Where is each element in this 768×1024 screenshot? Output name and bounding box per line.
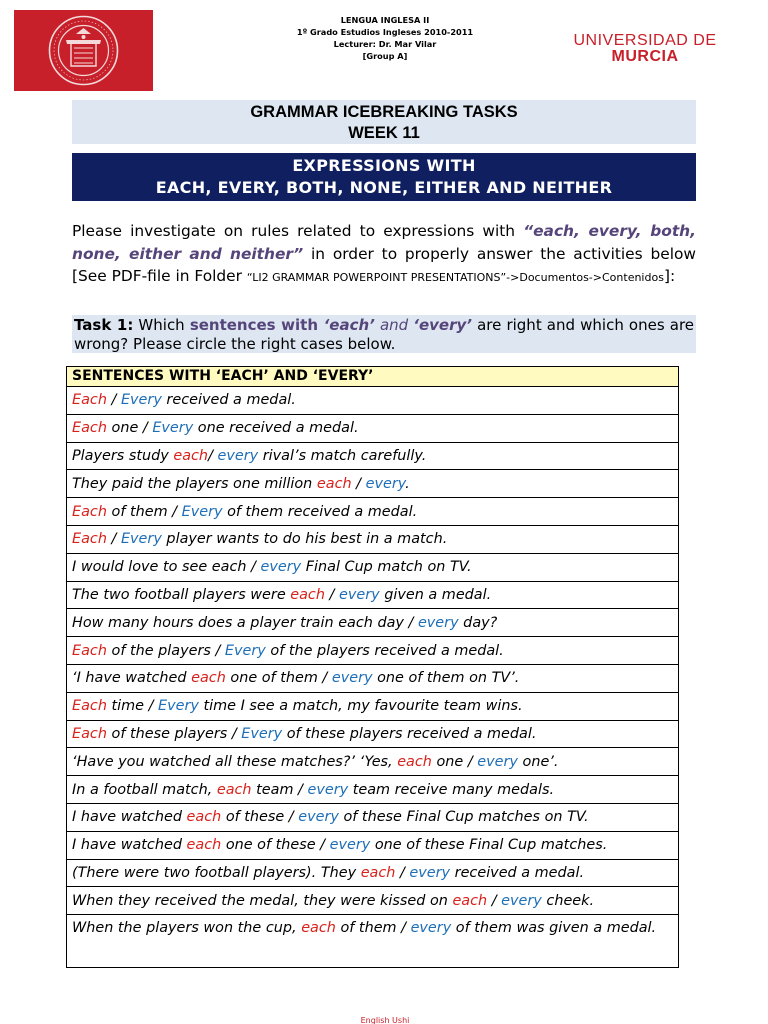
option-every[interactable]: every: [331, 670, 373, 687]
sentence-text: player wants to do his best in a match.: [161, 531, 448, 548]
option-every[interactable]: every: [410, 920, 452, 937]
table-row: [67, 720, 679, 748]
sentence-text: cheek.: [541, 892, 595, 909]
option-each[interactable]: Each: [72, 642, 107, 659]
sentence-cell[interactable]: [67, 803, 679, 831]
intro-text-2: in order to properly answer the activities below [See PDF-file in Folder: [72, 244, 696, 285]
sentence-text: team receive many medals.: [348, 781, 555, 798]
task-text-1: Which: [133, 316, 190, 334]
option-every[interactable]: every: [260, 559, 302, 576]
topic-line1: EXPRESSIONS WITH: [292, 156, 476, 175]
table-row: [67, 692, 679, 720]
table-row: [67, 859, 679, 887]
sentence-text: The two football players were: [72, 586, 291, 603]
sentence-text: /: [106, 392, 121, 409]
option-every[interactable]: Every: [120, 531, 162, 548]
option-every[interactable]: every: [307, 781, 349, 798]
sentence-text: How many hours does a player train each day /: [72, 614, 418, 631]
sentence-text: When they received the medal, they were kissed on: [72, 892, 453, 909]
table-row: [67, 831, 679, 859]
sentence-text: received a medal.: [450, 864, 585, 881]
university-name-line2: MURCIA: [611, 48, 679, 65]
sentence-cell[interactable]: [67, 498, 679, 526]
table-row: [67, 387, 679, 415]
task-1-prompt: [72, 315, 696, 353]
table-row: [67, 776, 679, 804]
sentence-text: /: [208, 447, 218, 464]
sentence-text: Final Cup match on TV.: [301, 559, 472, 576]
sentence-text: of them /: [106, 503, 182, 520]
intro-text-1: Please investigate on rules related to expressions with: [72, 222, 524, 240]
title-line2: WEEK 11: [348, 124, 420, 142]
sentence-cell[interactable]: [67, 748, 679, 776]
sentence-text: of them /: [335, 920, 411, 937]
table-row: [67, 637, 679, 665]
sentence-text: /: [395, 864, 410, 881]
sentence-text: of the players /: [106, 642, 225, 659]
option-every[interactable]: Every: [224, 642, 266, 659]
table-row: [67, 803, 679, 831]
sentence-text: time I see a match, my favourite team wins.: [198, 698, 523, 715]
sentence-cell[interactable]: [67, 414, 679, 442]
sentence-text: .: [405, 475, 410, 492]
sentence-text: of these players /: [106, 725, 242, 742]
table-row: [67, 748, 679, 776]
course-name: LENGUA INGLESA II: [340, 15, 430, 25]
option-every[interactable]: every: [477, 753, 518, 770]
sentence-cell[interactable]: [67, 553, 679, 581]
option-each[interactable]: Each: [72, 503, 107, 520]
sentence-cell[interactable]: [67, 525, 679, 553]
table-row: [67, 664, 679, 692]
sentence-text: I have watched: [72, 837, 187, 854]
table-row: [67, 581, 679, 609]
table-row: [67, 470, 679, 498]
option-each[interactable]: Each: [72, 725, 107, 742]
option-each[interactable]: Each: [72, 531, 107, 548]
intro-highlight: “each, every, both, none, either and neither”: [72, 222, 696, 263]
sentence-text: /: [324, 586, 339, 603]
sentence-text: one received a medal.: [193, 420, 359, 437]
table-row: [67, 609, 679, 637]
sentence-cell[interactable]: [67, 637, 679, 665]
option-every[interactable]: Every: [152, 420, 194, 437]
sentence-text: Players study: [72, 447, 174, 464]
option-each[interactable]: each: [216, 781, 252, 798]
option-every[interactable]: every: [365, 475, 406, 492]
table-row: [67, 553, 679, 581]
sentence-text: time /: [106, 698, 159, 715]
option-each[interactable]: each: [191, 670, 226, 687]
sentence-text: of these players received a medal.: [282, 725, 537, 742]
sentence-text: one of these /: [221, 837, 330, 854]
sentence-cell[interactable]: [67, 887, 679, 915]
task-highlight-1: sentences with: [189, 316, 324, 334]
option-every[interactable]: Every: [181, 503, 223, 520]
sentences-table: [66, 366, 679, 968]
sentence-text: They paid the players one million: [72, 475, 317, 492]
sentence-text: one of these Final Cup matches.: [370, 837, 608, 854]
course-lecturer: Lecturer: Dr. Mar Vilar: [333, 39, 437, 49]
sentence-text: one’.: [517, 753, 559, 770]
option-each[interactable]: each: [316, 475, 352, 492]
sentence-text: given a medal.: [379, 586, 492, 603]
task-highlight-and: and: [374, 316, 414, 334]
sentence-text: one of them on TV’.: [372, 670, 520, 687]
sentence-cell[interactable]: [67, 692, 679, 720]
task-highlight-each: ‘each’: [323, 316, 375, 334]
sentence-text: of these /: [221, 809, 299, 826]
option-every[interactable]: Every: [158, 698, 199, 715]
task-text-2: are right and which ones are wrong? Please circle the right cases below.: [74, 316, 695, 353]
sentence-text: rival’s match carefully.: [258, 447, 427, 464]
sentence-text: (There were two football players). They: [72, 864, 361, 881]
sentence-cell[interactable]: [67, 831, 679, 859]
university-seal-logo: [14, 10, 153, 91]
table-row: [67, 887, 679, 915]
option-every[interactable]: Every: [241, 725, 283, 742]
option-every[interactable]: every: [417, 614, 459, 631]
sentence-cell[interactable]: [67, 470, 679, 498]
university-name-line1: UNIVERSIDAD DE: [573, 32, 717, 49]
sentence-cell[interactable]: [67, 859, 679, 887]
task-label: Task 1:: [74, 316, 134, 334]
task-highlight-every: ‘every’: [413, 316, 472, 334]
option-every[interactable]: every: [217, 447, 259, 464]
table-row: [67, 498, 679, 526]
option-each[interactable]: each: [360, 864, 396, 881]
intro-folder-path: “LI2 GRAMMAR POWERPOINT PRESENTATIONS”->Documentos->Contenidos: [246, 271, 664, 284]
sentence-text: of them received a medal.: [222, 503, 418, 520]
option-each[interactable]: each: [301, 920, 336, 937]
option-each[interactable]: Each: [72, 392, 107, 409]
sentence-cell[interactable]: [67, 387, 679, 415]
sentence-cell[interactable]: [67, 609, 679, 637]
option-each[interactable]: Each: [72, 698, 107, 715]
option-every[interactable]: every: [409, 864, 451, 881]
title-line1: GRAMMAR ICEBREAKING TASKS: [250, 103, 518, 121]
sentence-cell[interactable]: [67, 776, 679, 804]
course-info: [240, 14, 530, 62]
sentence-text: one /: [431, 753, 478, 770]
sentence-text: one of them /: [225, 670, 332, 687]
university-name: [560, 33, 730, 65]
sentence-text: day?: [458, 614, 498, 631]
sentence-text: /: [351, 475, 366, 492]
table-header-row: [67, 367, 679, 387]
sentence-text: of the players received a medal.: [265, 642, 504, 659]
table-row: [67, 442, 679, 470]
option-each[interactable]: each: [397, 753, 432, 770]
sentence-text: /: [487, 892, 502, 909]
option-every[interactable]: Every: [120, 392, 162, 409]
option-each[interactable]: Each: [72, 420, 107, 437]
sentence-cell[interactable]: [67, 442, 679, 470]
sentence-text: In a football match,: [72, 781, 217, 798]
sentence-text: of these Final Cup matches on TV.: [338, 809, 589, 826]
sentence-text: one /: [106, 420, 153, 437]
option-every[interactable]: every: [338, 586, 380, 603]
sentence-text: ‘Have you watched all these matches?’ ‘Yes,: [72, 753, 398, 770]
option-each[interactable]: each: [186, 809, 222, 826]
sentence-cell[interactable]: [67, 664, 679, 692]
option-each[interactable]: each: [186, 837, 222, 854]
table-row: [67, 414, 679, 442]
sentence-cell[interactable]: [67, 915, 679, 968]
sentence-text: received a medal.: [161, 392, 296, 409]
sentence-cell[interactable]: [67, 720, 679, 748]
option-every[interactable]: every: [329, 837, 371, 854]
sentence-text: /: [106, 531, 121, 548]
sentence-text: team /: [251, 781, 308, 798]
sentence-text: When the players won the cup,: [72, 920, 302, 937]
course-group: [Group A]: [362, 51, 408, 61]
intro-text-3: ]:: [663, 267, 676, 285]
option-each[interactable]: each: [173, 447, 209, 464]
sentence-text: ‘I have watched: [72, 670, 192, 687]
topic-line2: EACH, EVERY, BOTH, NONE, EITHER AND NEITHER: [155, 178, 613, 197]
sentence-text: I have watched: [72, 809, 187, 826]
sentence-text: I would love to see each /: [72, 559, 261, 576]
table-row: [67, 915, 679, 968]
page-title: [72, 100, 696, 144]
instructions-paragraph: [72, 220, 696, 290]
topic-banner: [72, 153, 696, 201]
table-row: [67, 525, 679, 553]
sentence-text: of them was given a medal.: [451, 920, 657, 937]
option-every[interactable]: every: [298, 809, 339, 826]
option-each[interactable]: each: [290, 586, 325, 603]
table-header: SENTENCES WITH ‘EACH’ AND ‘EVERY’: [67, 367, 679, 387]
footer-text: English Ushi: [360, 1016, 410, 1024]
option-every[interactable]: every: [501, 892, 542, 909]
option-each[interactable]: each: [452, 892, 488, 909]
course-degree: 1º Grado Estudios Ingleses 2010-2011: [296, 27, 474, 37]
sentence-cell[interactable]: [67, 581, 679, 609]
